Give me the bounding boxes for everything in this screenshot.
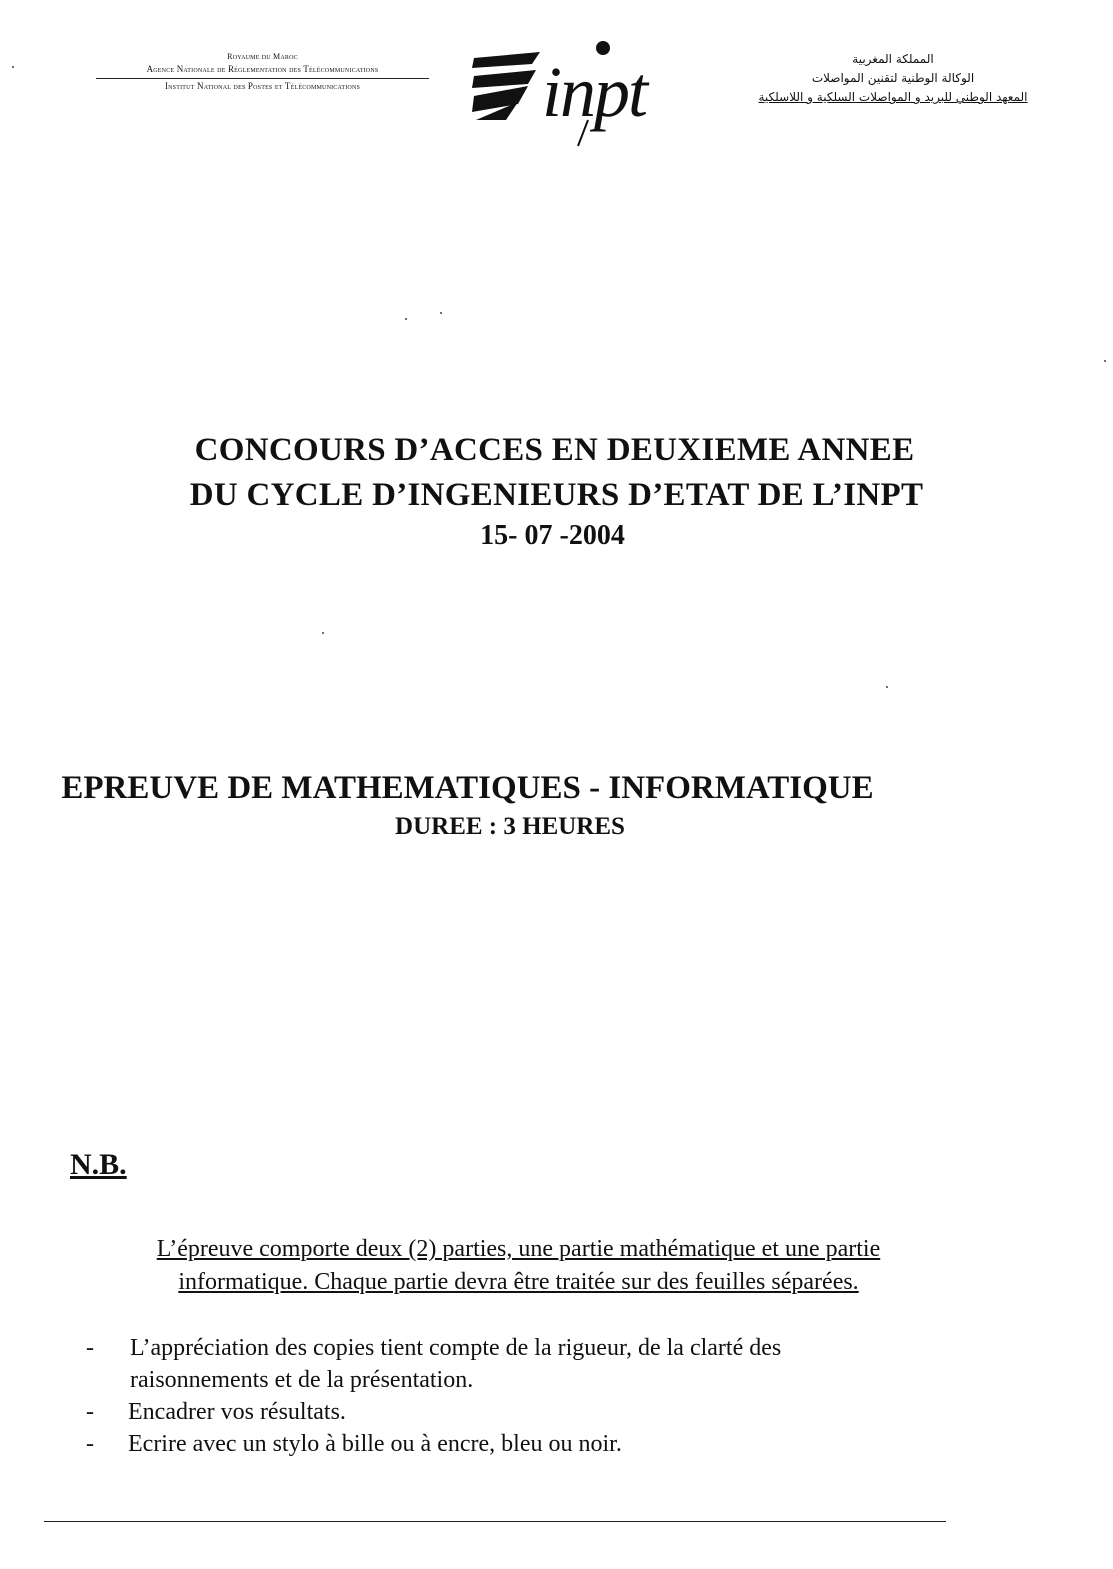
bullet-dash: - [86, 1431, 94, 1457]
header-agency-ar: الوكالة الوطنية لتقنين المواصلات [811, 71, 975, 85]
header-kingdom-ar: المملكة المغربية [852, 52, 934, 66]
scan-speck [12, 66, 14, 68]
list-item [86, 1428, 946, 1460]
header-institute-ar: المعهد الوطني للبريد و المواصلات السلكية و اللاسلكية [758, 90, 1028, 104]
notes-intro-line1: L’épreuve comporte deux (2) parties, une partie mathématique et une partie [156, 1236, 881, 1262]
list-item [86, 1396, 946, 1428]
bottom-divider [44, 1521, 946, 1522]
bullet-text-line1: Encadrer vos résultats. [128, 1399, 346, 1425]
scan-speck [1104, 360, 1106, 362]
bullet-text-line1: Ecrire avec un stylo à bille ou à encre, bleu ou noir. [128, 1431, 622, 1457]
list-item [86, 1332, 946, 1396]
exam-title-line2: DU CYCLE D’INGENIEURS D’ETAT DE L’INPT [189, 477, 924, 513]
exam-subject: EPREUVE DE MATHEMATIQUES - INFORMATIQUE [61, 770, 874, 806]
header-agency: Agence Nationale de Réglementation des Télécommunications [146, 64, 379, 74]
inpt-logo-icon [470, 38, 690, 150]
scan-speck [405, 318, 407, 320]
exam-title-line1: CONCOURS D’ACCES EN DEUXIEME ANNEE [194, 432, 915, 468]
header-institute: Institut National des Postes et Télécommunications [164, 81, 361, 91]
header-kingdom: Royaume du Maroc [227, 52, 298, 61]
bullet-text-line1: L’appréciation des copies tient compte de la rigueur, de la clarté des [130, 1335, 782, 1361]
bullet-dash: - [86, 1399, 94, 1425]
notes-intro [86, 1233, 951, 1299]
header-left-block [90, 50, 435, 93]
exam-duration: DUREE : 3 HEURES [395, 813, 625, 840]
logo-wordmark: inpt [542, 52, 647, 132]
scan-speck [440, 312, 442, 314]
header-right-block [728, 50, 1058, 107]
inpt-logo [470, 38, 690, 150]
exam-date: 15- 07 -2004 [480, 520, 625, 551]
bullet-dash: - [86, 1335, 94, 1361]
scan-speck [886, 686, 888, 688]
notes-heading: N.B. [70, 1148, 127, 1181]
notes-bullet-list [86, 1332, 946, 1460]
header-divider [96, 78, 429, 79]
scan-speck [322, 632, 324, 634]
notes-intro-line2: informatique. Chaque partie devra être traitée sur des feuilles séparées. [178, 1269, 859, 1295]
bullet-text-line2: raisonnements et de la présentation. [130, 1367, 474, 1393]
